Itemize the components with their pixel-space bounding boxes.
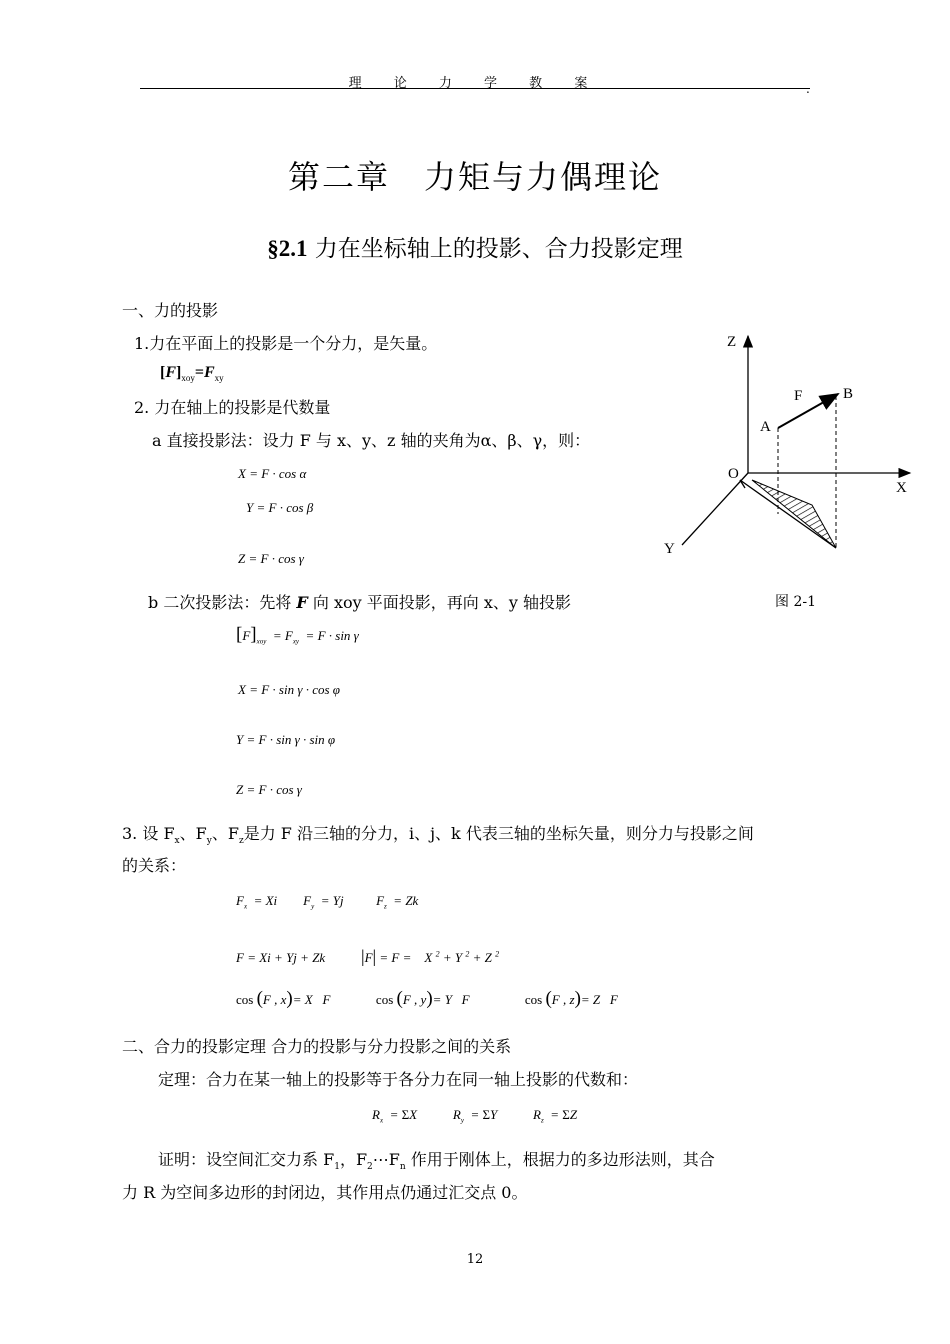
method-b-text: b 二次投影法：先将 F 向 xoy 平面投影，再向 x、y 轴投影: [148, 593, 571, 612]
part1-heading: 一、力的投影: [122, 301, 219, 320]
label-f: F: [794, 388, 803, 404]
eq-force-magnitude: F = Xi + Yj + Zk |F| = F = X $^2$ + Y $^2$ + Z $^2$: [236, 946, 500, 966]
eq-z-secondary: Z = F · cos γ: [236, 782, 302, 797]
eq-y-direct: Y = F · cos β: [246, 500, 314, 515]
section-title: [0, 230, 950, 263]
eq-xoy-projection: $[F]_{xoy} = F_{xy} = F \cdot \sin \gamma$: [236, 624, 359, 646]
plane-projection-formula: $[F]_{xoy}=F_{xy}$: [160, 364, 224, 384]
header-mark: .: [806, 82, 810, 96]
part2-heading: 二、合力的投影定理 合力的投影与分力投影之间的关系: [122, 1037, 512, 1056]
item1-text: 1.力在平面上的投影是一个分力，是矢量。: [134, 334, 438, 353]
method-a-text: a 直接投影法：设力 F 与 x、y、z 轴的夹角为α、β、γ，则：: [152, 431, 591, 450]
item2-text: 2. 力在轴上的投影是代数量: [134, 398, 331, 417]
eq-direction-cosines: cos (F , x)= X F cos (F , y)= Y F cos (F , z)= Z F: [236, 988, 618, 1009]
eq-x-direct: X = F · cos α: [238, 466, 307, 481]
header-rule: [140, 88, 810, 89]
page-number: 12: [466, 1252, 484, 1267]
force-vector: [778, 394, 838, 428]
label-z: Z: [727, 334, 737, 350]
eq-z-direct: Z = F · cos γ: [238, 551, 304, 566]
chapter-title: 第二章 力矩与力偶理论: [287, 158, 662, 196]
eq-resultant-projection: $R_x = \Sigma X$ $R_y = \Sigma Y$ $R_z = \Sigma Z$: [372, 1107, 578, 1125]
projection-hatch: [752, 480, 836, 548]
y-axis: [682, 473, 748, 545]
proof-line1: 证明：设空间汇交力系 $F_1$，$F_2\cdots F_n$ 作用于刚体上，根据力的多边形法则，其合: [158, 1150, 715, 1173]
eq-x-secondary: X = F · sin γ · cos φ: [238, 682, 340, 697]
proof-line2: 力 R 为空间多边形的封闭边，其作用点仍通过汇交点 0。: [122, 1183, 528, 1202]
eq-component-vectors: $F_x = Xi$ $F_y = Yj$ $F_z = Zk$: [236, 893, 419, 911]
label-y: Y: [664, 541, 675, 557]
eq-y-secondary: Y = F · sin γ · sin φ: [236, 732, 336, 747]
figure-caption: 图 2-1: [775, 594, 816, 610]
label-x: X: [896, 480, 907, 496]
label-a: A: [760, 419, 771, 435]
item3-line2: 的关系：: [122, 856, 187, 875]
figure-2-1: [640, 320, 920, 580]
section-number: §2.1: [267, 236, 308, 261]
section-heading: 力在坐标轴上的投影、合力投影定理: [314, 236, 683, 262]
item3-line1: 3. 设 $F_x$、$F_y$、$F_z$是力 F 沿三轴的分力，i、j、k 代表三轴的坐标矢量，则分力与投影之间: [122, 824, 754, 847]
running-header: 理 论 力 学 教 案: [348, 76, 602, 91]
theorem-text: 定理：合力在某一轴上的投影等于各分力在同一轴上投影的代数和：: [158, 1070, 639, 1089]
label-b: B: [843, 386, 854, 402]
label-o: O: [728, 466, 739, 482]
projection-line: [740, 480, 836, 548]
